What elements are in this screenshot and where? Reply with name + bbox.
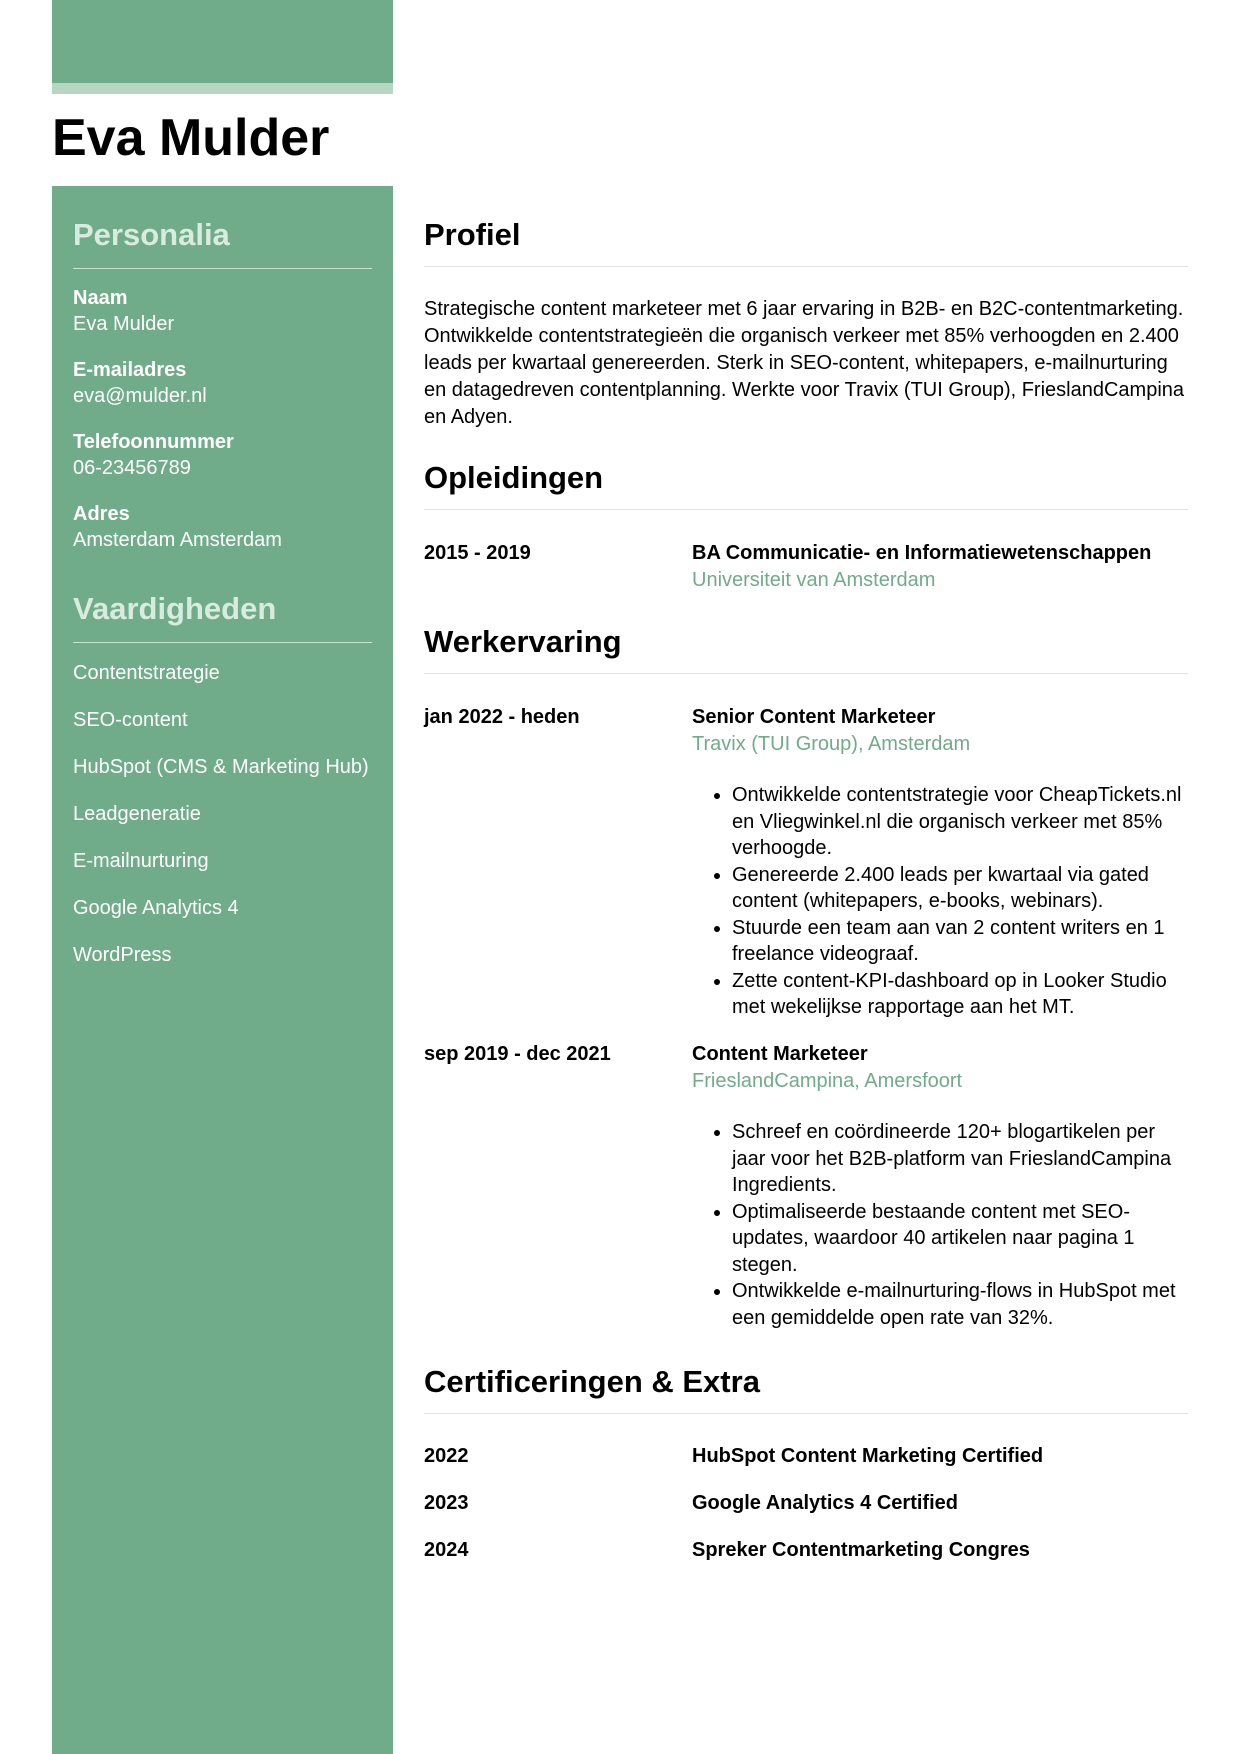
entry-date: 2024 — [424, 1539, 469, 1561]
certifications-section — [424, 1363, 1188, 1414]
profile-divider — [424, 266, 1188, 267]
education-section — [424, 459, 1188, 510]
personal-section-title: Personalia — [73, 217, 230, 252]
sidebar — [52, 186, 393, 1754]
work-entry — [424, 1041, 1188, 1331]
work-title: Werkervaring — [424, 624, 622, 659]
bullet-item: • Genereerde 2.400 leads per kwartaal via gated content (whitepapers, e-books, webinars). — [732, 862, 1188, 915]
profile-title: Profiel — [424, 217, 521, 252]
entry-date: 2015 - 2019 — [424, 542, 531, 564]
entry-date: 2022 — [424, 1445, 469, 1467]
personal-section — [73, 216, 372, 269]
skill-item: SEO-content — [73, 709, 188, 731]
certification-entry — [424, 1443, 1188, 1490]
skill-item: E-mailnurturing — [73, 850, 209, 872]
personal-item-email — [73, 357, 372, 409]
entry-date: 2023 — [424, 1492, 469, 1514]
work-entry-2 — [424, 1041, 1188, 1331]
work-section — [424, 623, 1188, 674]
entry-detail — [692, 1490, 1188, 1517]
entry-institution: Universiteit van Amsterdam — [692, 569, 936, 591]
entry-company: FrieslandCampina, Amersfoort — [692, 1070, 963, 1092]
header-accent-strip — [52, 83, 393, 94]
skills-section — [73, 590, 372, 643]
entry-detail — [692, 704, 1188, 1021]
education-list — [424, 540, 1188, 594]
bullet-item: • Ontwikkelde contentstrategie voor CheapTickets.nl en Vliegwinkel.nl die organisch verkeer met 85% verhoogde. — [732, 782, 1188, 862]
entry-title: Content Marketeer — [692, 1043, 868, 1065]
skill-item: Leadgeneratie — [73, 803, 201, 825]
entry-detail — [692, 540, 1188, 594]
personal-details — [73, 285, 372, 573]
personal-value: Eva Mulder — [73, 313, 175, 335]
skill-item: HubSpot (CMS & Marketing Hub) — [73, 756, 369, 778]
bullet-item: • Schreef en coördineerde 120+ blogartikelen per jaar voor het B2B-platform van FrieslandCampina Ingredients. — [732, 1119, 1188, 1199]
skills-list — [73, 660, 372, 989]
phone-value: 06-23456789 — [73, 457, 191, 479]
personal-label: Adres — [73, 503, 130, 525]
personal-item-phone — [73, 429, 372, 481]
personal-item-address — [73, 501, 372, 553]
skill-item: Contentstrategie — [73, 662, 220, 684]
skill-item: Google Analytics 4 — [73, 897, 239, 919]
profile-body — [424, 296, 1188, 431]
skills-divider — [73, 642, 372, 643]
bullet-list — [692, 782, 1188, 1021]
entry-date: jan 2022 - heden — [424, 706, 580, 728]
entry-detail — [692, 1443, 1188, 1470]
profile-section — [424, 216, 1188, 267]
address-value: Amsterdam Amsterdam — [73, 529, 282, 551]
bullet-item: • Stuurde een team aan van 2 content writers en 1 freelance videograaf. — [732, 915, 1188, 968]
work-divider — [424, 673, 1188, 674]
certifications-list — [424, 1443, 1188, 1584]
entry-title: Spreker Contentmarketing Congres — [692, 1539, 1030, 1561]
bullet-item: • Zette content-KPI-dashboard op in Looker Studio met wekelijkse rapportage aan het MT. — [732, 968, 1188, 1021]
personal-label: Naam — [73, 287, 128, 309]
personal-item-name — [73, 285, 372, 337]
header-color-block — [52, 0, 393, 83]
bullet-list — [692, 1119, 1188, 1331]
personal-divider — [73, 268, 372, 269]
entry-title: HubSpot Content Marketing Certified — [692, 1445, 1044, 1467]
profile-text: Strategische content marketeer met 6 jaar ervaring in B2B- en B2C-contentmarketing. Ontwikkelde contentstrategieën die organisch verkeer met 85% verhoogden en 2.400 leads per kwartaal genereerden. Sterk in SEO-content, whitepapers, e-mailnurturing en datagedreven contentplanning. Werkte voor Travix (TUI Group), FrieslandCampina en Adyen. — [424, 298, 1185, 428]
personal-label: Telefoonnummer — [73, 431, 234, 453]
entry-title: Senior Content Marketeer — [692, 706, 936, 728]
entry-title: BA Communicatie- en Informatiewetenschappen — [692, 542, 1152, 564]
entry-date: sep 2019 - dec 2021 — [424, 1043, 611, 1065]
certification-entry — [424, 1537, 1188, 1584]
candidate-name: Eva Mulder — [52, 109, 330, 167]
skill-item: WordPress — [73, 944, 172, 966]
bullet-item: • Optimaliseerde bestaande content met SEO-updates, waardoor 40 artikelen naar pagina 1 stegen. — [732, 1199, 1188, 1279]
education-divider — [424, 509, 1188, 510]
bullet-item: • Ontwikkelde e-mailnurturing-flows in HubSpot met een gemiddelde open rate van 32%. — [732, 1278, 1188, 1331]
certifications-title: Certificeringen & Extra — [424, 1364, 760, 1399]
email-link[interactable]: eva@mulder.nl — [73, 385, 207, 407]
entry-company: Travix (TUI Group), Amsterdam — [692, 733, 971, 755]
work-entry-1 — [424, 704, 1188, 1021]
entry-title: Google Analytics 4 Certified — [692, 1492, 958, 1514]
personal-label: E-mailadres — [73, 359, 187, 381]
certification-entry — [424, 1490, 1188, 1537]
entry-detail — [692, 1041, 1188, 1331]
entry-detail — [692, 1537, 1188, 1564]
work-entry — [424, 704, 1188, 1021]
skills-section-title: Vaardigheden — [73, 591, 277, 626]
education-title: Opleidingen — [424, 460, 604, 495]
certifications-divider — [424, 1413, 1188, 1414]
education-entry — [424, 540, 1188, 594]
